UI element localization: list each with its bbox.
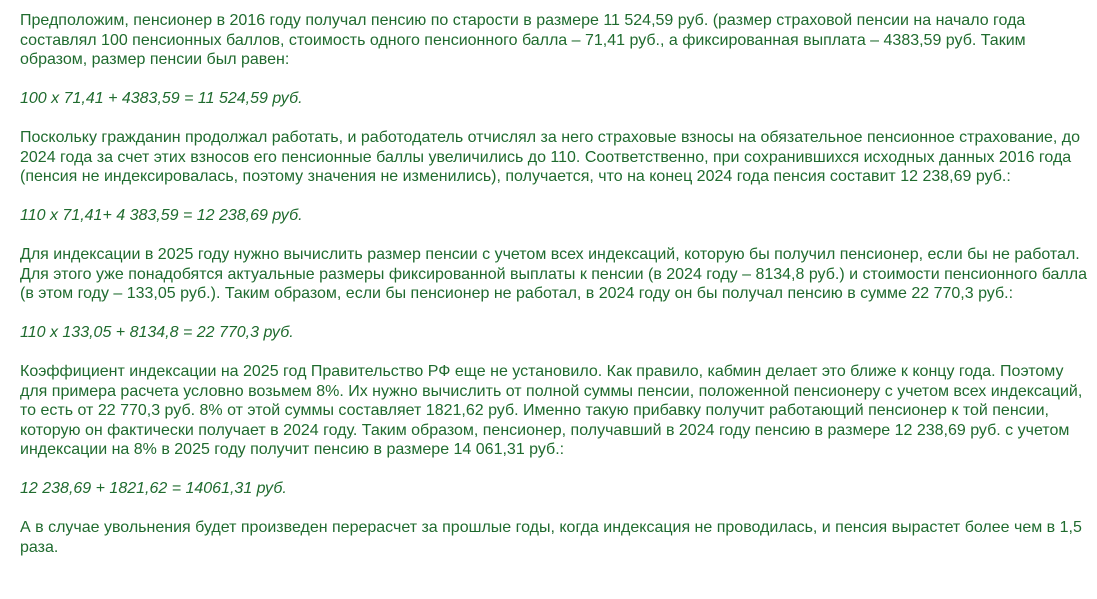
formula-indexed-pension: 12 238,69 + 1821,62 = 14061,31 руб. xyxy=(20,480,287,497)
paragraph-indexation-2025: Для индексации в 2025 году нужно вычислить размер пенсии с учетом всех индексаций, которую бы получил пенсионер, если бы не работал. Для этого уже понадобятся актуальные размеры фиксированной выплаты к пенсии (в 2024 году – 8134,8 руб.) и стоимости пенсионного балла (в этом году – 133,05 руб.). Таким образом, если бы пенсионер не работал, в 2024 году он бы получал пенсию в сумме 22 770,3 руб.: xyxy=(20,246,1087,302)
paragraph-dismissal-recalculation: А в случае увольнения будет произведен перерасчет за прошлые годы, когда индексация не проводилась, и пенсия вырастет более чем в 1,5 раза. xyxy=(20,519,1082,556)
paragraph-example-2016: Предположим, пенсионер в 2016 году получал пенсию по старости в размере 11 524,59 руб. (размер страховой пенсии на начало года составлял 100 пенсионных баллов, стоимость одного пенсионного балла – 71,41 руб., а фиксированная выплата – 4383,59 руб. Таким образом, размер пенсии был равен: xyxy=(20,12,1026,68)
paragraph-indexation-coefficient: Коэффициент индексации на 2025 год Правительство РФ еще не установило. Как правило, кабмин делает это ближе к концу года. Поэтому для примера расчета условно возьмем 8%. Их нужно вычислить от полной суммы пенсии, положенной пенсионеру с учетом всех индексаций, то есть от 22 770,3 руб. 8% от этой суммы составляет 1821,62 руб. Именно такую прибавку получит работающий пенсионер к той пенсии, которую он фактически получает в 2024 году. Таким образом, пенсионер, получавший в 2024 году пенсию в размере 12 238,69 руб. с учетом индексации на 8% в 2025 году получит пенсию в размере 14 061,31 руб.: xyxy=(20,363,1083,458)
formula-pension-2024: 110 х 71,41+ 4 383,59 = 12 238,69 руб. xyxy=(20,207,303,224)
formula-pension-2016: 100 х 71,41 + 4383,59 = 11 524,59 руб. xyxy=(20,90,303,107)
paragraph-working-pensioner: Поскольку гражданин продолжал работать, и работодатель отчислял за него страховые взносы на обязательное пенсионное страхование, до 2024 года за счет этих взносов его пенсионные баллы увеличились до 110. Соответственно, при сохранившихся исходных данных 2016 года (пенсия не индексировалась, поэтому значения не изменились), получается, что на конец 2024 года пенсия составит 12 238,69 руб.: xyxy=(20,129,1081,185)
formula-full-pension: 110 х 133,05 + 8134,8 = 22 770,3 руб. xyxy=(20,324,294,341)
